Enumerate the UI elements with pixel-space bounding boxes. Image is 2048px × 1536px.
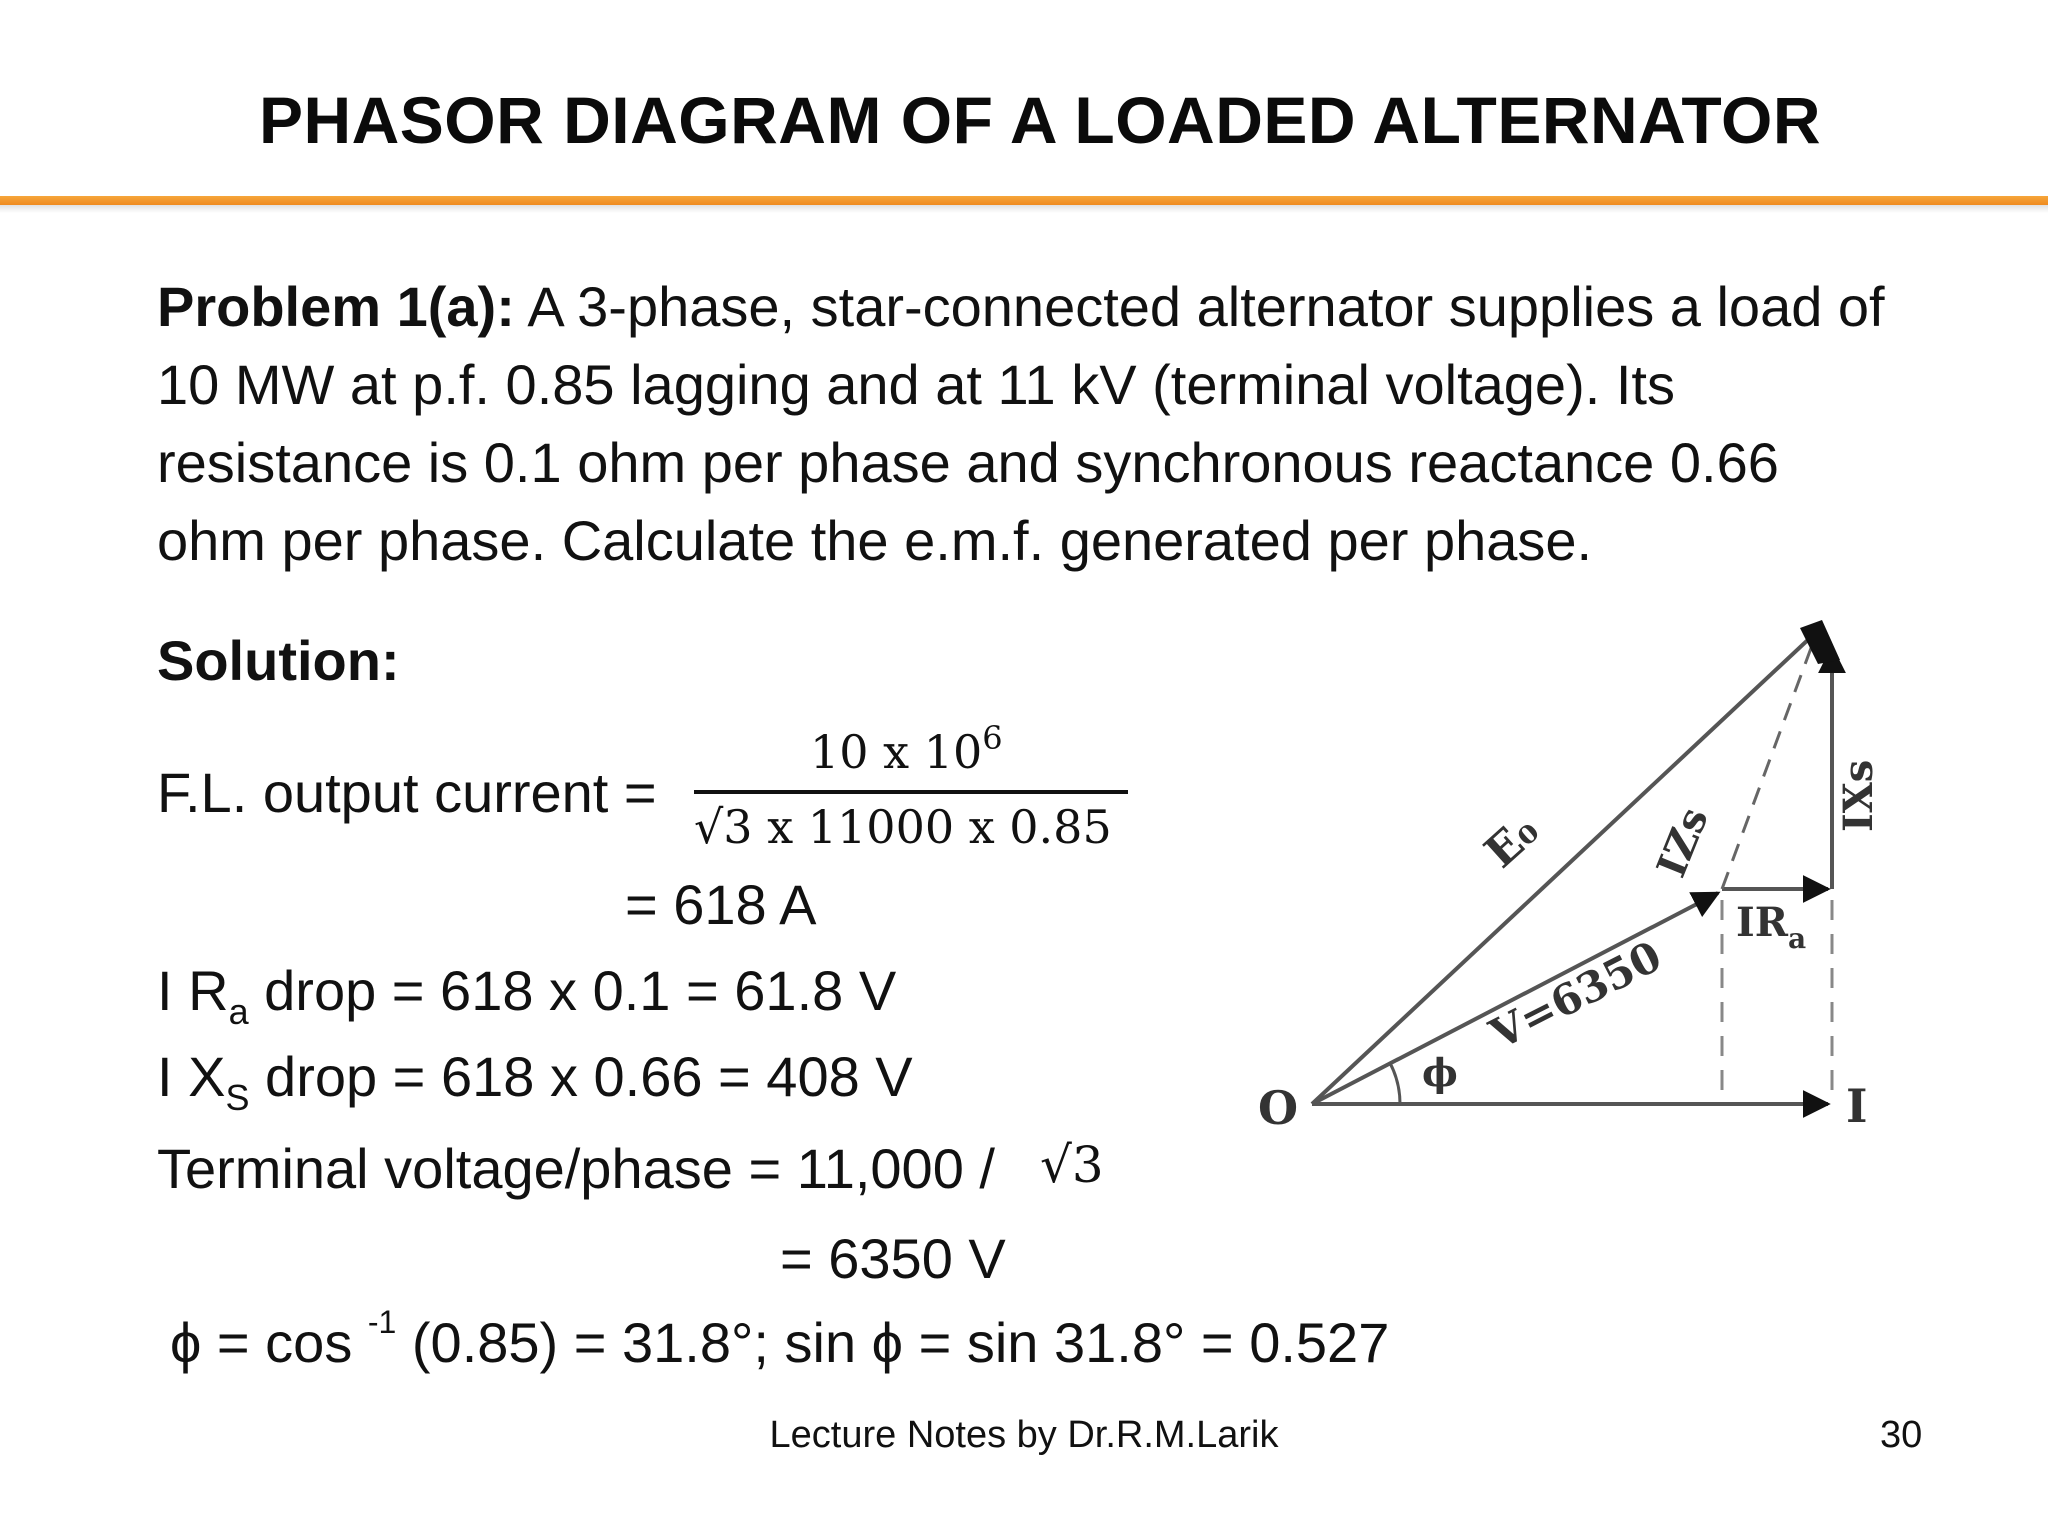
current-label: I: [1846, 1079, 1868, 1133]
ix-prefix: I X: [157, 1045, 226, 1108]
ir-label-sub: a: [1787, 922, 1807, 955]
current-result: = 618 A: [625, 873, 817, 936]
footer-credit: Lecture Notes by Dr.R.M.Larik: [769, 1414, 1279, 1456]
terminal-voltage-line: Terminal voltage/phase = 11,000 /: [157, 1137, 995, 1200]
voltage-label: V=6350: [1482, 931, 1670, 1059]
ir-prefix: I R: [157, 959, 229, 1022]
terminal-voltage-result: = 6350 V: [780, 1227, 1006, 1290]
iz-label: IZs: [1647, 800, 1718, 884]
ir-label: [1736, 899, 1806, 955]
origin-label: O: [1258, 1081, 1299, 1135]
problem-label: Problem 1(a):: [157, 275, 515, 338]
ir-label-main: IR: [1736, 899, 1788, 946]
phi-part-b: (0.85) = 31.8°; sin ϕ = sin 31.8° = 0.527: [396, 1311, 1390, 1374]
emf-phasor: [1312, 636, 1812, 1104]
phi-part-a: ϕ = cos: [170, 1311, 368, 1374]
ix-label: IXs: [1835, 759, 1882, 832]
page-number: 30: [1880, 1414, 1923, 1456]
ix-rest: drop = 618 x 0.66 = 408 V: [249, 1045, 913, 1108]
numerator-base: 10 x 10: [810, 725, 983, 779]
full-load-current-label: F.L. output current =: [157, 761, 657, 824]
angle-arc: [1390, 1063, 1400, 1104]
terminal-voltage-root: √3: [1040, 1136, 1104, 1194]
angle-label: ϕ: [1422, 1050, 1458, 1095]
problem-text: A 3-phase, star-connected alternator supplies a load of 10 MW at p.f. 0.85 lagging and at 11 kV (terminal voltage). Its resistance is 0.1 ohm per phase and synchronous reactance 0.66 ohm per phase. Calculate the e.m.f. generated per phase.: [157, 275, 1885, 572]
slide-title: PHASOR DIAGRAM OF A LOADED ALTERNATOR: [258, 83, 1822, 157]
phi-superscript: -1: [367, 1304, 397, 1340]
ix-subscript: S: [225, 1077, 250, 1118]
ir-subscript: a: [228, 991, 249, 1032]
numerator-exponent: 6: [982, 719, 1003, 757]
ir-rest: drop = 618 x 0.1 = 61.8 V: [248, 959, 897, 1022]
emf-label: E₀: [1475, 804, 1549, 879]
fraction-denominator: √3 x 11000 x 0.85: [694, 800, 1112, 854]
solution-heading: Solution:: [157, 629, 400, 692]
